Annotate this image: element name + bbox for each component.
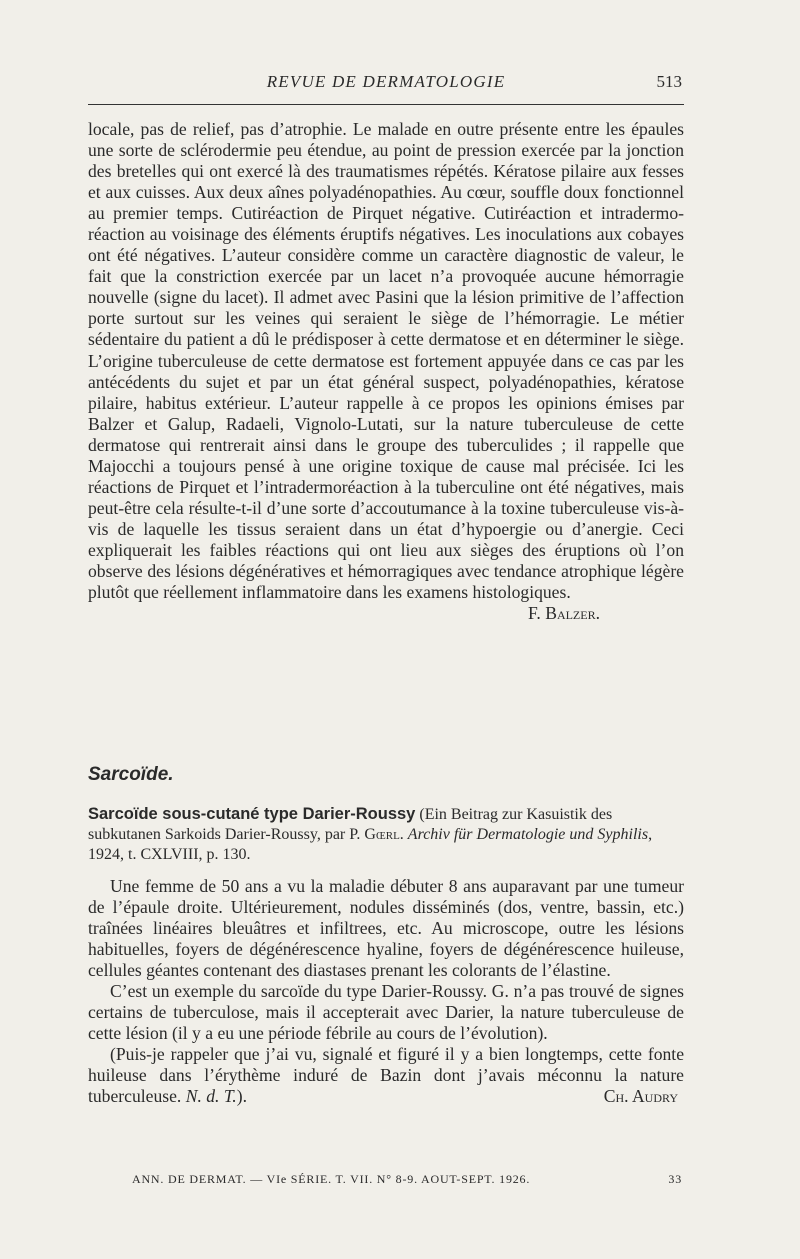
previous-entry-paragraph [88, 119, 684, 624]
entry-editor-note: N. d. T. [185, 1086, 237, 1107]
header-rule [88, 104, 684, 105]
entry-citation-suffix: , 1924, t. CXLVIII, p. 130. [88, 826, 653, 863]
entry-title: Sarcoïde sous-cutané type Darier-Roussy [88, 805, 416, 823]
page-header [88, 68, 684, 98]
entry-signature: Ch. Audry [603, 1086, 678, 1107]
previous-entry-text: locale, pas de relief, pas d’atrophie. Le malade en outre présente entre les épaules une sorte de sclérodermie peu étendue, au point de pression exercée par la jonction des bretelles qui ont exercé là des traumatismes répétés. Kératose pilaire aux fesses et aux cuisses. Aux deux aînes polyadénopathies. Au cœur, souffle doux fonctionnel au premier temps. Cutiréaction de Pirquet négative. Cutiréaction et intradermo-réaction au voisinage des éléments éruptifs négatives. Les inoculations aux cobayes ont été négatives. L’auteur considère comme un caractère diagnostic de valeur, le fait que la constriction exercée par un lacet n’a provoquée aucune hémorragie nouvelle (signe du lacet). Il admet avec Pasini que la lésion primitive de l’affection porte surtout sur les veines qui seraient le siège de l’hémorragie. Le métier sédentaire du patient a dû le prédisposer à cette dermatose et en déterminer le siège. L’origine tuberculeuse de cette dermatose est fortement appuyée dans ce cas par les antécédents du sujet et par un état général suspect, polyadénopathies, kératose pilaire, habitus extérieur. L’auteur rappelle à ce propos les opinions émises par Balzer et Galup, Radaeli, Vignolo-Lutati, sur la nature tuberculeuse de cette dermatose qui rentrerait ainsi dans le groupe des tuberculides ; il rappelle que Majocchi a toujours pensé à une origine toxique de cause mal précisée. Ici les réactions de Pirquet et l’intradermoréaction à la tuberculine ont été négatives, mais peut-être cela résulte-t-il d’une sorte d’accoutumance à la toxine tuberculeuse vis-à-vis de laquelle les tissus seraient dans un état d’hypoergie ou d’anergie. Ceci expliquerait les faibles réactions qui ont lieu aux sièges des éruptions où l’on observe des lésions dégénératives et hémorragiques avec tendance atrophique légère plutôt que réellement inflammatoire dans les examens histologiques. [88, 119, 684, 603]
entry-paragraph-2: C’est un exemple du sarcoïde du type Darier-Roussy. G. n’a pas trouvé de signes certains de tuberculose, mais il accepterait avec Darier, la nature tuberculeuse de cette lésion (il y a eu une période fébrile au cours de l’évolution). [88, 981, 684, 1044]
entry-paragraph-3-close: ). [236, 1086, 247, 1107]
running-title: REVUE DE DERMATOLOGIE [266, 72, 506, 91]
entry-journal: Archiv für Dermatologie und Syphilis [407, 826, 649, 843]
page-number: 513 [656, 72, 682, 91]
entry-paragraph-3 [88, 1044, 684, 1107]
footer-signature-mark: 33 [668, 1172, 682, 1186]
entry-paragraph-3-text: (Puis-je rappeler que j’ai vu, signalé et figuré il y a bien longtemps, cette fonte huileuse dans l’érythème induré de Bazin dont j’avais méconnu la nature tuberculeuse. [88, 1044, 684, 1107]
entry-paragraph-1: Une femme de 50 ans a vu la maladie débuter 8 ans auparavant par une tumeur de l’épaule droite. Ultérieurement, nodules disséminés (dos, ventre, bassin, etc.) traînées linéaires bleuâtres et infiltrees, etc. Au microscope, outre les lésions habituelles, foyers de dégénérescence hyaline, foyers de dégénérescence huileuse, cellules géantes contenant des diastases prenant les colorants de l’élastine. [88, 876, 684, 981]
entry-citation-mid: . [399, 826, 408, 843]
entry-citation-prefix: (Ein Beitrag zur Kasuistik des subkutanen Sarkoids Darier-Roussy, par P. [88, 806, 613, 843]
previous-entry-body [88, 119, 684, 624]
entry-body [88, 876, 684, 1108]
section-title: Sarcoïde. [88, 764, 174, 785]
previous-entry-signature: F. Balzer. [528, 603, 600, 624]
entry-heading [88, 804, 684, 865]
footer-reference: ANN. DE DERMAT. — VIe SÉRIE. T. VII. N° 8-9. AOUT-SEPT. 1926. [132, 1172, 531, 1186]
entry-author: Gœrl [364, 826, 400, 843]
